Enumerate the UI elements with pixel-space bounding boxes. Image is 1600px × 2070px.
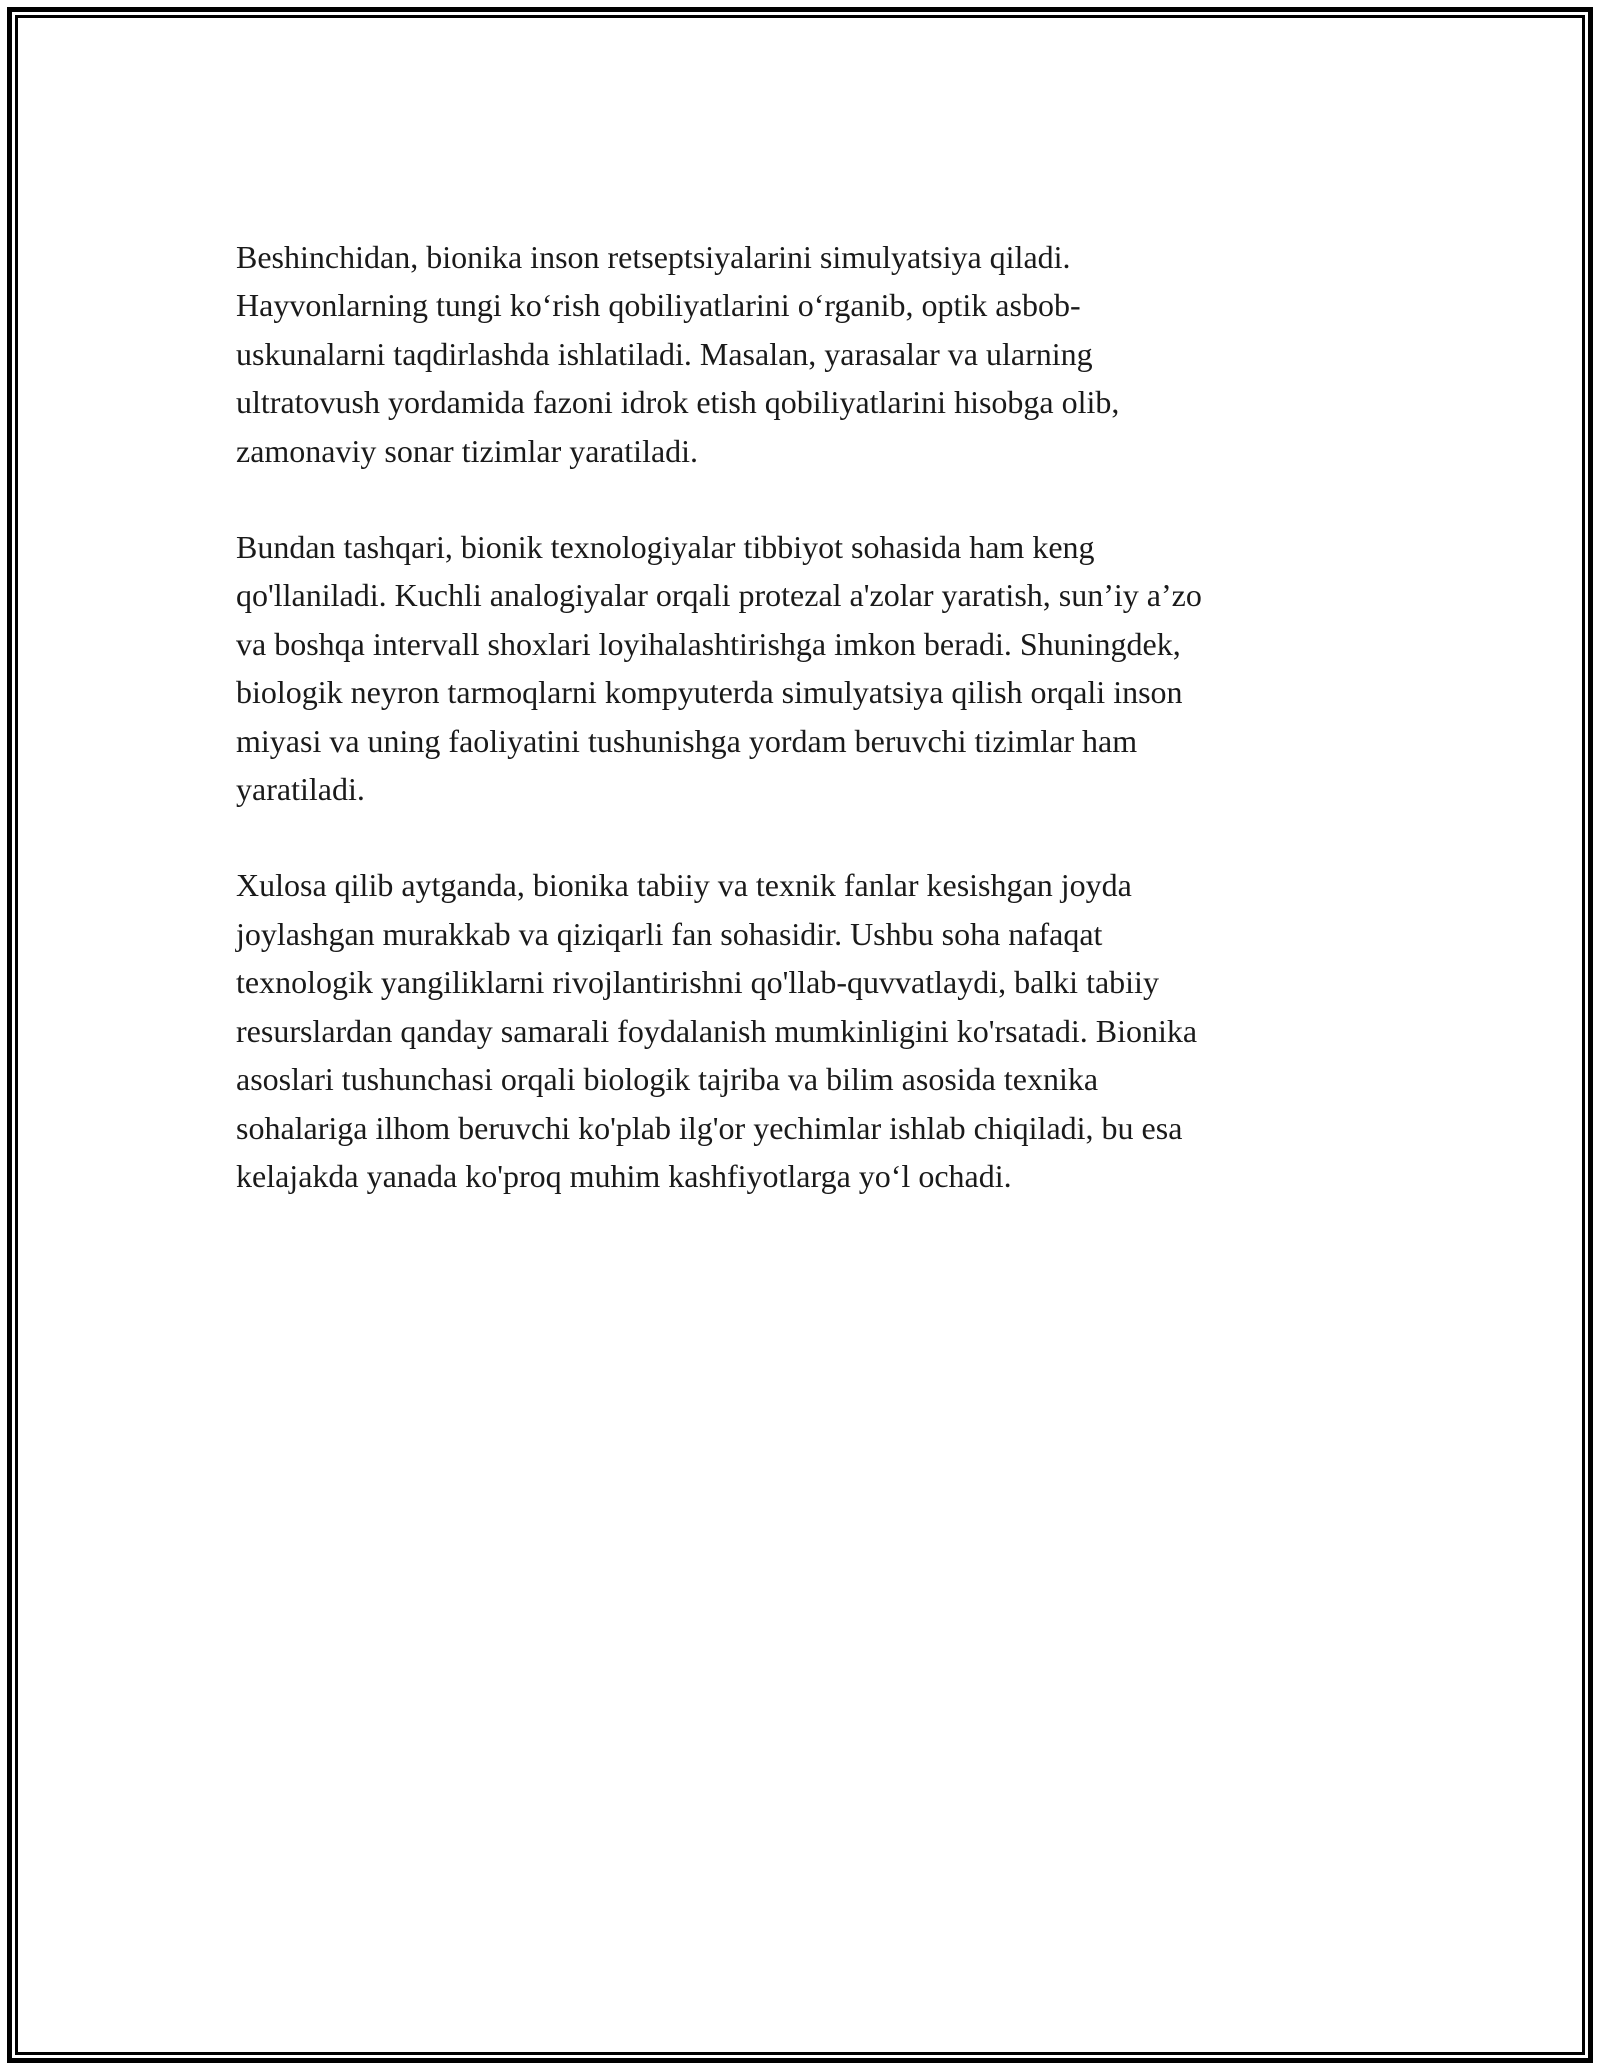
text-line: Xulosa qilib aytganda, bionika tabiiy va texnik fanlar kesishgan joyda xyxy=(236,867,1132,904)
document-body xyxy=(236,233,1356,1248)
text-line: va boshqa intervall shoxlari loyihalashtirishga imkon beradi. Shuningdek, xyxy=(236,625,1181,662)
paragraph-2 xyxy=(236,523,1356,813)
text-line: joylashgan murakkab va qiziqarli fan sohasidir. Ushbu soha nafaqat xyxy=(236,915,1103,952)
text-line: texnologik yangiliklarni rivojlantirishni qo'llab-quvvatlaydi, balki tabiiy xyxy=(236,964,1159,1001)
text-line: biologik neyron tarmoqlarni kompyuterda simulyatsiya qilish orqali inson xyxy=(236,674,1183,711)
text-line: asoslari tushunchasi orqali biologik tajriba va bilim asosida texnika xyxy=(236,1061,1099,1098)
paragraph-1 xyxy=(236,233,1356,475)
text-line: sohalariga ilhom beruvchi ko'plab ilg'or yechimlar ishlab chiqiladi, bu esa xyxy=(236,1109,1183,1146)
text-line: yaratiladi. xyxy=(236,771,365,808)
text-line: Bundan tashqari, bionik texnologiyalar tibbiyot sohasida ham keng xyxy=(236,529,1095,566)
text-line: uskunalarni taqdirlashda ishlatiladi. Masalan, yarasalar va ularning xyxy=(236,335,1093,372)
text-line: kelajakda yanada ko'proq muhim kashfiyotlarga yo‘l ochadi. xyxy=(236,1157,1012,1194)
text-line: zamonaviy sonar tizimlar yaratiladi. xyxy=(236,432,699,469)
paragraph-3 xyxy=(236,861,1356,1200)
text-line: qo'llaniladi. Kuchli analogiyalar orqali protezal a'zolar yaratish, sun’iy a’zo xyxy=(236,577,1202,614)
text-line: miyasi va uning faoliyatini tushunishga yordam beruvchi tizimlar ham xyxy=(236,722,1138,759)
text-line: resurslardan qanday samarali foydalanish mumkinligini ko'rsatadi. Bionika xyxy=(236,1012,1198,1049)
text-line: Beshinchidan, bionika inson retseptsiyalarini simulyatsiya qiladi. xyxy=(236,239,1071,275)
text-line: Hayvonlarning tungi ko‘rish qobiliyatlarini o‘rganib, optik asbob- xyxy=(236,287,1081,324)
text-line: ultratovush yordamida fazoni idrok etish qobiliyatlarini hisobga olib, xyxy=(236,384,1120,421)
